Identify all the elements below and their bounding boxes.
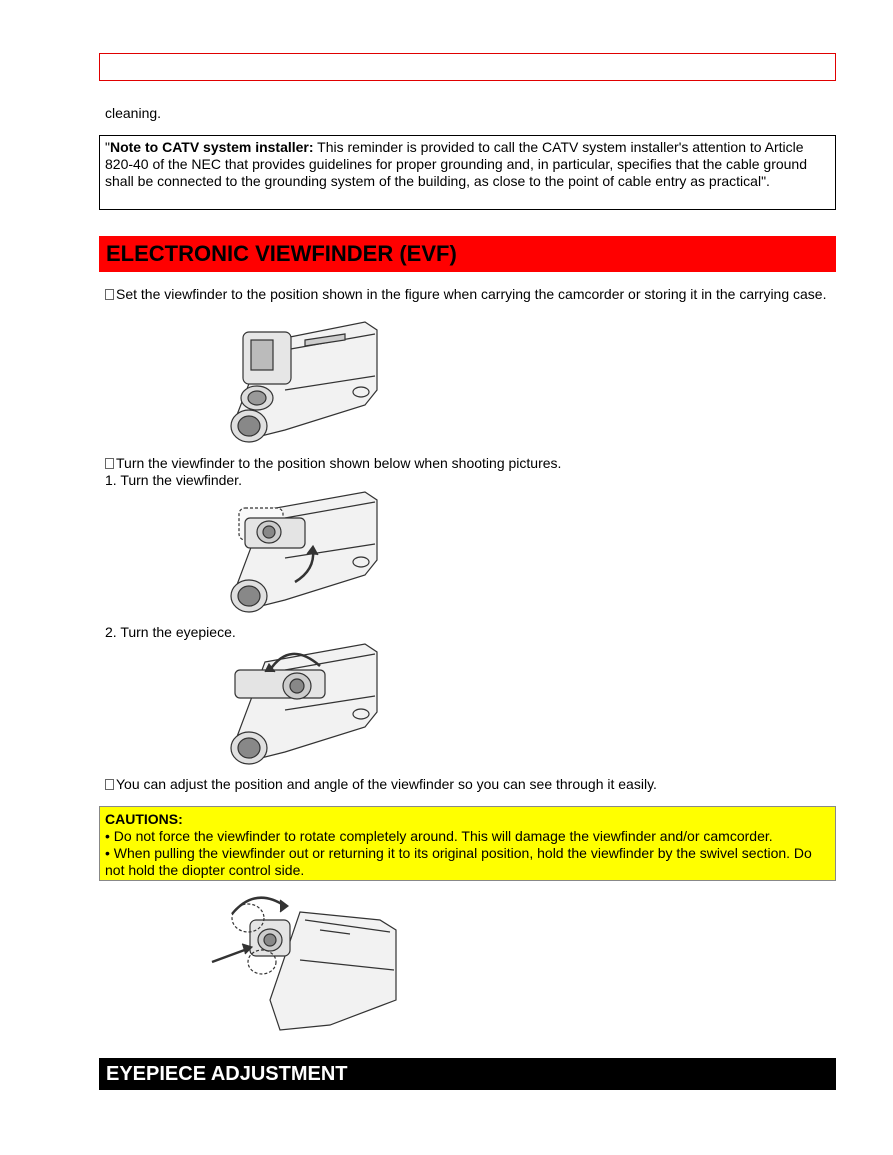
eyepiece-section-title: EYEPIECE ADJUSTMENT <box>99 1058 836 1090</box>
turn-viewfinder-figure <box>225 490 385 620</box>
para-shoot <box>105 455 830 472</box>
note-text: This reminder is provided to call the CATV system installer's attention to Article 820-40 of the NEC that provides guidelines for proper grounding and, in particular, specifies that the cable ground shall be connected to the grounding system of the building, as close to the point of cable entry as practical". <box>105 139 807 189</box>
checkbox-bullet-icon <box>105 779 114 790</box>
para-carry-text: Set the viewfinder to the position shown in the figure when carrying the camcorder or storing it in the carrying case. <box>116 286 827 302</box>
note-label: Note to CATV system installer: <box>109 139 314 155</box>
evf-section-title: ELECTRONIC VIEWFINDER (EVF) <box>99 236 836 272</box>
para-shoot-text: Turn the viewfinder to the position shown below when shooting pictures. <box>116 455 562 471</box>
turn-eyepiece-figure <box>225 642 385 772</box>
swivel-handling-figure <box>210 890 400 1032</box>
para-adjust <box>105 776 830 793</box>
top-empty-box <box>99 53 836 81</box>
camcorder-carry-figure <box>225 320 385 450</box>
caution-item-1: • Do not force the viewfinder to rotate completely around. This will damage the viewfinder and/or camcorder. <box>105 828 773 844</box>
checkbox-bullet-icon <box>105 289 114 300</box>
para-adjust-text: You can adjust the position and angle of the viewfinder so you can see through it easily. <box>116 776 657 792</box>
cautions-box <box>99 806 836 881</box>
cleaning-text: cleaning. <box>105 105 162 121</box>
step-2: 2. Turn the eyepiece. <box>105 624 236 640</box>
caution-item-2: • When pulling the viewfinder out or returning it to its original position, hold the viewfinder by the swivel section. Do not hold the diopter control side. <box>105 845 812 878</box>
step-1: 1. Turn the viewfinder. <box>105 472 242 488</box>
cautions-heading: CAUTIONS: <box>105 811 183 827</box>
catv-note-box <box>99 135 836 210</box>
para-carry <box>105 286 830 303</box>
checkbox-bullet-icon <box>105 458 114 469</box>
note-open-quote: " <box>105 139 110 155</box>
